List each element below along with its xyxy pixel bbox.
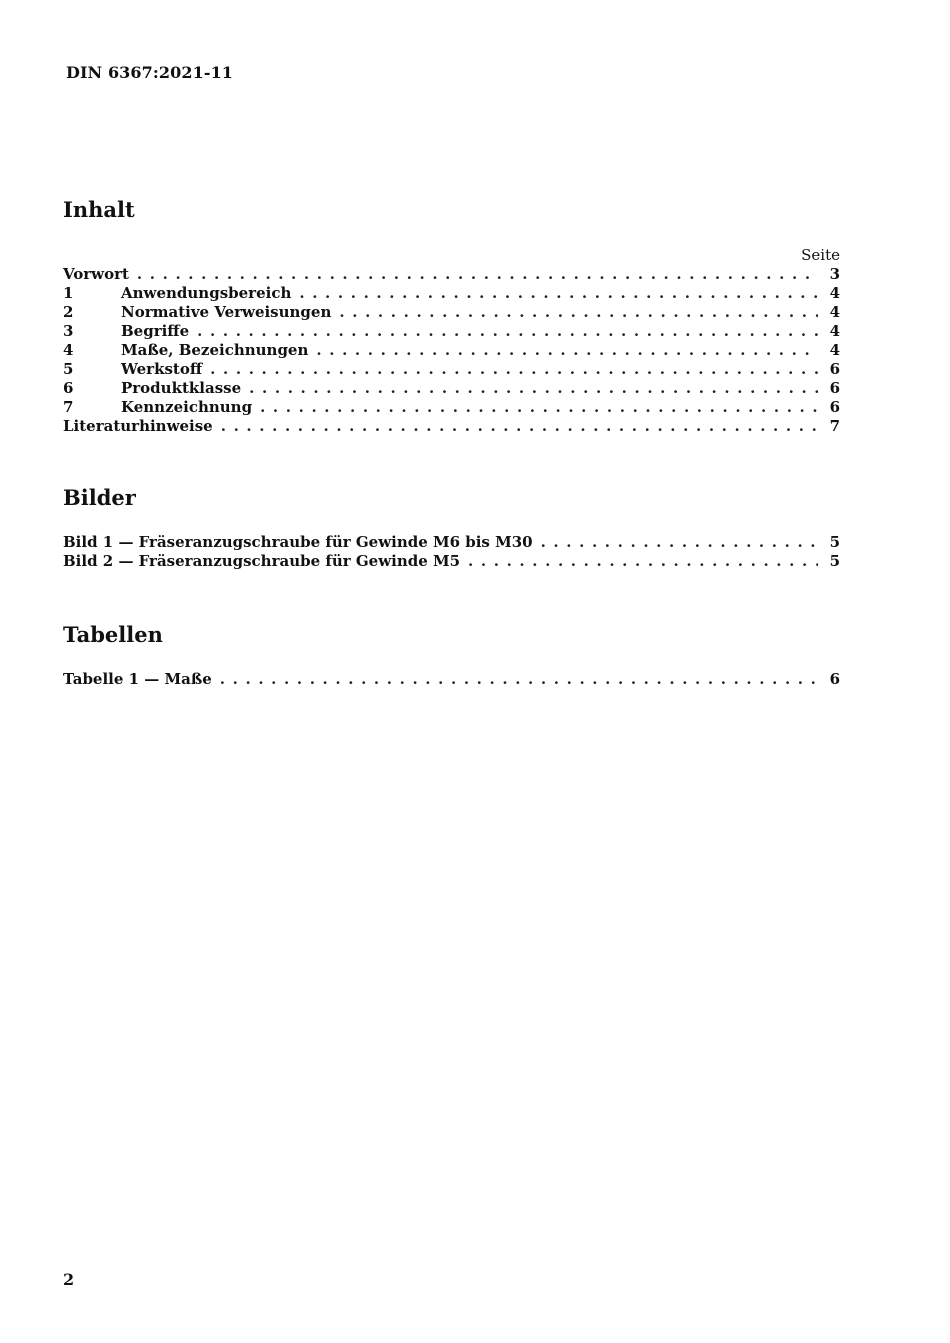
toc-entry-page: 4 — [829, 322, 840, 340]
toc-entry-literaturhinweise[interactable] — [63, 417, 840, 436]
table-entry-page: 6 — [829, 670, 840, 688]
dot-leader — [299, 284, 817, 303]
toc-entry-number: 6 — [63, 379, 74, 397]
figure-entry-page: 5 — [829, 552, 840, 570]
dot-leader — [137, 265, 818, 284]
dot-leader — [339, 303, 817, 322]
toc-entry-number: 4 — [63, 341, 74, 359]
toc-entry-vorwort[interactable] — [63, 265, 840, 284]
figure-entry-title: Bild 2 — Fräseranzugschraube für Gewinde M5 — [63, 552, 461, 570]
toc-entry-number: 7 — [63, 398, 74, 416]
toc-entry-masse-bezeichnungen[interactable] — [63, 341, 840, 360]
dot-leader — [541, 533, 818, 552]
tables-heading: Tabellen — [63, 622, 163, 647]
table-entry-1[interactable] — [63, 670, 840, 689]
dot-leader — [221, 417, 818, 436]
toc-entry-title: Maße, Bezeichnungen — [121, 341, 309, 359]
figure-entry-2[interactable] — [63, 552, 840, 571]
toc-entry-begriffe[interactable] — [63, 322, 840, 341]
contents-heading: Inhalt — [63, 197, 135, 222]
toc-entry-title: Werkstoff — [121, 360, 203, 378]
toc-entry-title: Literaturhinweise — [63, 417, 213, 435]
dot-leader — [316, 341, 817, 360]
dot-leader — [260, 398, 817, 417]
dot-leader — [210, 360, 817, 379]
figure-entry-1[interactable] — [63, 533, 840, 552]
toc-entry-title: Anwendungsbereich — [121, 284, 292, 302]
toc-entry-normative-verweisungen[interactable] — [63, 303, 840, 322]
toc-entry-page: 7 — [829, 417, 840, 435]
figures-heading: Bilder — [63, 485, 136, 510]
toc-entry-page: 4 — [829, 284, 840, 302]
toc-entry-title: Produktklasse — [121, 379, 242, 397]
dot-leader — [220, 670, 818, 689]
dot-leader — [468, 552, 818, 571]
toc-entry-page: 6 — [829, 379, 840, 397]
toc-entry-number: 5 — [63, 360, 74, 378]
toc-entry-title: Vorwort — [63, 265, 129, 283]
page-column-label: Seite — [801, 246, 840, 264]
page-number: 2 — [63, 1270, 75, 1289]
toc-entry-werkstoff[interactable] — [63, 360, 840, 379]
list-of-tables — [63, 670, 840, 689]
toc-entry-page: 4 — [829, 341, 840, 359]
dot-leader — [197, 322, 817, 341]
toc-entry-number: 3 — [63, 322, 74, 340]
list-of-figures — [63, 533, 840, 571]
toc-entry-page: 3 — [829, 265, 840, 283]
toc-entry-page: 6 — [829, 360, 840, 378]
table-entry-title: Tabelle 1 — Maße — [63, 670, 212, 688]
toc-entry-title: Kennzeichnung — [121, 398, 253, 416]
figure-entry-title: Bild 1 — Fräseranzugschraube für Gewinde M6 bis M30 — [63, 533, 533, 551]
toc-entry-page: 4 — [829, 303, 840, 321]
toc-entry-kennzeichnung[interactable] — [63, 398, 840, 417]
toc-entry-produktklasse[interactable] — [63, 379, 840, 398]
toc-entry-number: 1 — [63, 284, 74, 302]
toc-entry-anwendungsbereich[interactable] — [63, 284, 840, 303]
toc-entry-number: 2 — [63, 303, 74, 321]
toc-entry-page: 6 — [829, 398, 840, 416]
table-of-contents — [63, 265, 840, 436]
toc-entry-title: Normative Verweisungen — [121, 303, 332, 321]
dot-leader — [249, 379, 817, 398]
toc-entry-title: Begriffe — [121, 322, 190, 340]
figure-entry-page: 5 — [829, 533, 840, 551]
document-identifier: DIN 6367:2021-11 — [66, 63, 234, 82]
